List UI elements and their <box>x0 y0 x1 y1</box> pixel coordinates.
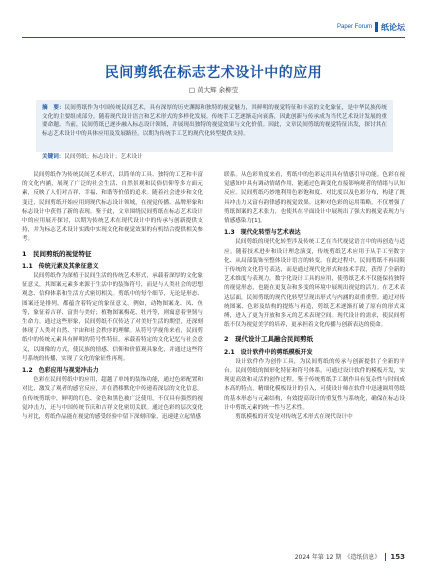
paragraph-1-2-continued: 联系。从色彩角度来看，剪纸中的色彩运用具有情感引导功能。色彩在视觉感知中具有调动情绪作用，能通过色调变化直接影响观者的情绪与认知反应。民间剪纸巧妙地利用色彩饱和度、对比度以及色彩分布，构建了既具冲击力又富有韵律感的视觉效果。这种对色彩的运用策略，不仅增强了剪纸图案的艺术张力，也使其在平面设计中展现出了强大的视觉表现力与情感感染力[1]。 <box>224 172 405 225</box>
journal-issue: 2024 年第 12 期 《造纸信息》 <box>294 554 381 561</box>
running-header <box>337 20 405 34</box>
keywords-label: 关键词： <box>42 154 65 160</box>
right-column <box>224 171 405 422</box>
abstract-text: 民间剪纸作为中国传统民间艺术，具有深厚的历史渊源和独特的视觉魅力，其鲜明的视觉特征和丰富的文化象征，是中华民族传统文化的主要组成部分。随着现代设计语言和艺术形式的多样化发展，传统手工艺逐渐走向衰落，因此创新与传承成为当代艺术设计发展的重要命题。当前，民间剪纸已逐步融入标志设计领域，并展现出独特的视觉效果与文化价值。因此，文章民间剪纸的视觉特征出发，探讨其在标志艺术设计中的具体应用及发展路径，以期为传统手工艺的现代化转型提供支持。 <box>42 105 387 137</box>
section-heading-2: 2 现代设计工具融合民间剪纸 <box>224 335 314 344</box>
keywords <box>42 152 143 160</box>
keywords-text: 民间剪纸；标志设计；艺术设计 <box>64 154 143 160</box>
paragraph-1-1: 民间剪纸作为深植于民间生活的传统艺术形式，承载着深厚的文化象征意义，其图案元素多来源于生活中的装饰符号，而是与人类社会的思想观念、信仰体系和生活方式密切相关。剪纸中的每个细节，无论是形态、图案还是排列，都蕴含着特定的象征意义。例如，动物图案龙、凤、鱼等，象征着吉祥、富贵与美好；植物图案梅花、牡丹等，则寓意着坚韧与生命力。通过这些形象，民间剪纸不仅传达了对美好生活的期望，还深刻体现了人类对自然、宇宙和社会秩序的理解。从符号学视角来看，民间剪纸中的传统元素具有鲜明的符号性特征，承载着特定的文化记忆与社会意义，以图像的方式，使民族的情感、信仰和价值观具象化，并通过这些符号系统的传播，实现了文化的象征性再现。 <box>22 273 203 362</box>
subsection-heading-1-1: 1.1 传统元素及其象征意义 <box>22 262 99 270</box>
header-english: Paper Forum <box>336 24 372 30</box>
authors: □ 黄大辉 余柳莹 <box>188 86 239 94</box>
article-title: 民间剪纸在标志艺术设计中的应用 <box>104 65 323 81</box>
section-heading-1: 1 民间剪纸的视觉特征 <box>22 249 92 258</box>
abstract-label: 摘 要： <box>42 105 65 111</box>
paragraph-2-1b: 剪纸模板的开发是对传统艺术形式在现代设计中 <box>235 414 353 421</box>
left-column <box>22 171 203 422</box>
subsection-heading-1-3: 1.3 现代化转型与艺术表达 <box>224 229 301 237</box>
subsection-heading-2-1: 2.1 设计软件中的剪纸模板开发 <box>224 348 313 356</box>
paragraph-1-3: 民间剪纸的现代化转型涉及传统工艺在当代视觉语言中的再创造与适应。随着技术进步和设计理念演变，传统剪纸艺术应用于从手工至数字化、从局部装饰至整体设计语言的转变。在此过程中，民间剪纸不再局限于传统的文化符号表达，而是通过现代化形式和技术手段，获得了全新的艺术维度与表现力。数字化设计工具的应用，使剪纸艺术不仅能保持独特的视觉形态，也能在更复杂和多变的环境中展现出视觉的活力。在艺术表达层面，民间剪纸的现代化转型呈现出形式与内涵的双重重塑。通过对传统图案、色彩及结构的提炼与再造，剪纸艺术逐渐打破了原有的形式束缚，进入了更为开放和多元的艺术表现空间。现代设计的需求，使民间剪纸不仅为视觉美学的培养，更承担着文化传播与创新表达的使命。 <box>224 239 405 329</box>
header-divider <box>375 22 378 32</box>
header-section: 纸论坛 <box>381 22 405 32</box>
page-number: 153 <box>385 553 405 561</box>
abstract <box>36 100 393 152</box>
subsection-heading-1-2: 1.2 色彩应用与视觉冲击力 <box>22 367 99 375</box>
header-rule <box>22 37 405 38</box>
intro-paragraph: 民间剪纸作为传统民间艺术形式，以简单的工具、独特的工艺和丰富的文化内涵，展现了广泛的社会生活、自然景观和民俗信仰等多方面元素，反映了人们对吉祥、幸福、和谐等价值的追求。随着社会进步和文化变迁，民间剪纸开始应用到现代标志设计领域，在视觉传播、品牌形象和标志设计中获得了新的表现。鉴于此，文章围绕民间剪纸在标志艺术设计中的应用展开探讨，以期为传统艺术在现代设计中的传承与创新提供支持，并为标志艺术设计实践中实现文化和视觉效果的有机结合提供相关参考。 <box>22 172 203 243</box>
paragraph-2-1: 设计软件作为创作工具，为民间剪纸的传承与创新提供了全新的平台。民间剪纸的图形化特征和符号体系，可通过设计软件的模板开发，实现更高效和灵活的创作过程。鉴于传统剪纸手工制作具有复杂性与时间成本高的特点，精细化模板设计的引入，可使设计师在软件中迅速调用剪纸的基本形态与元素结构，有效提高设计的重复性与系统化，确保在标志设计中剪纸元素的统一性与艺术性。 <box>224 358 405 411</box>
page-footer <box>295 552 405 561</box>
paragraph-1-2: 色彩在民间剪纸中的应用，超越了单纯的装饰功能，通过色彩配置和对比，激发了观者的感官反应，并在潜移默化中传递着深层的文化信息。在传统剪纸中，鲜明的红色、金色和黑色被广泛使用，不仅具有强烈的视觉冲击力，还与中国传统节庆和吉祥文化密切关联。通过色彩的层次变化与对比，剪纸作品能在视觉的感受经验中留下深刻印象，迅速建立起情感 <box>22 377 203 421</box>
